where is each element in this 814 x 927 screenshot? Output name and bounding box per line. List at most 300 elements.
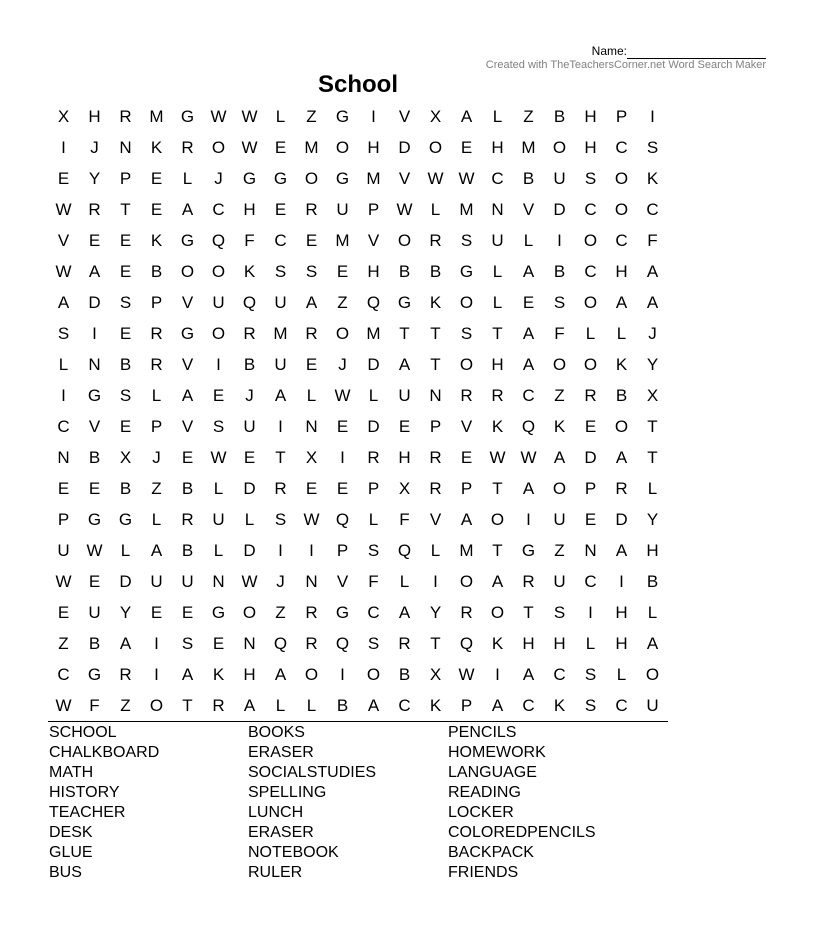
grid-letter: E [305, 354, 318, 374]
grid-letter: Y [119, 602, 132, 622]
grid-letter: R [305, 602, 318, 622]
grid-letter: N [243, 633, 256, 653]
grid-letter: L [585, 633, 596, 653]
grid-letter: G [211, 602, 226, 622]
word-list [49, 723, 648, 883]
word-list-item: ERASER [248, 744, 314, 761]
word-list-item: RULER [248, 864, 303, 881]
word-list-item: SPELLING [248, 784, 327, 801]
grid-letter: C [57, 664, 70, 684]
word-list-item: BUS [49, 864, 82, 881]
grid-letter: U [57, 540, 70, 560]
grid-letter: L [120, 540, 131, 560]
grid-letter: R [243, 323, 256, 343]
grid-letter: L [275, 106, 286, 126]
grid-letter: C [522, 385, 535, 405]
grid-letter: M [335, 230, 350, 250]
grid-letter: E [336, 261, 349, 281]
grid-letter: O [583, 292, 598, 312]
grid-letter: L [213, 478, 224, 498]
grid-letter: Q [335, 509, 350, 529]
grid-letter: Q [211, 230, 226, 250]
grid-letter: P [367, 199, 380, 219]
grid-letter: X [429, 106, 442, 126]
grid-letter: S [274, 509, 287, 529]
grid-letter: L [182, 168, 193, 188]
grid-letter: L [151, 385, 162, 405]
grid-letter: E [181, 602, 194, 622]
grid-letter: Q [366, 292, 381, 312]
grid-letter: N [305, 571, 318, 591]
grid-letter: B [88, 633, 101, 653]
grid-letter: E [460, 137, 473, 157]
grid-letter: G [397, 292, 412, 312]
grid-letter: E [119, 261, 132, 281]
grid-letter: E [522, 292, 535, 312]
grid-letter: K [491, 416, 504, 436]
grid-letter: C [367, 602, 380, 622]
grid-letter: W [55, 199, 72, 219]
grid-letter: I [216, 354, 221, 374]
word-list-item: BACKPACK [448, 844, 534, 861]
letter-grid [48, 101, 668, 721]
grid-letter: K [429, 292, 442, 312]
grid-letter: D [553, 199, 566, 219]
grid-letter: B [150, 261, 163, 281]
grid-letter: M [459, 540, 474, 560]
grid-letter: X [429, 664, 442, 684]
grid-letter: S [181, 633, 194, 653]
grid-letter: F [647, 230, 658, 250]
grid-letter: U [150, 571, 163, 591]
grid-letter: P [460, 478, 473, 498]
divider [48, 721, 668, 722]
word-list-item: DESK [49, 824, 93, 841]
grid-letter: I [61, 137, 66, 157]
word-list-item: GLUE [49, 844, 93, 861]
grid-letter: S [274, 261, 287, 281]
grid-letter: R [460, 385, 473, 405]
grid-letter: O [335, 137, 350, 157]
grid-letter: B [553, 261, 566, 281]
grid-letter: X [305, 447, 318, 467]
grid-letter: V [398, 106, 411, 126]
grid-letter: G [335, 106, 350, 126]
grid-letter: O [211, 137, 226, 157]
grid-letter: A [522, 664, 535, 684]
grid-letter: T [120, 199, 131, 219]
grid-letter: R [150, 323, 163, 343]
grid-letter: A [615, 540, 628, 560]
grid-letter: L [430, 199, 441, 219]
grid-letter: O [211, 261, 226, 281]
grid-letter: N [88, 354, 101, 374]
grid-letter: A [491, 571, 504, 591]
grid-letter: E [212, 385, 225, 405]
grid-letter: O [490, 509, 505, 529]
grid-letter: A [398, 354, 411, 374]
grid-letter: L [616, 664, 627, 684]
grid-letter: E [88, 230, 101, 250]
grid-letter: V [181, 292, 194, 312]
grid-letter: P [429, 416, 442, 436]
grid-letter: M [366, 323, 381, 343]
grid-letter: Q [459, 633, 474, 653]
grid-letter: A [460, 509, 473, 529]
grid-letter: G [180, 323, 195, 343]
grid-letter: W [458, 664, 475, 684]
grid-letter: L [523, 230, 534, 250]
grid-letter: M [304, 137, 319, 157]
grid-letter: R [584, 385, 597, 405]
grid-letter: F [89, 695, 100, 715]
word-list-item: CHALKBOARD [49, 744, 160, 761]
grid-letter: S [367, 540, 380, 560]
grid-letter: K [553, 416, 566, 436]
grid-letter: L [58, 354, 69, 374]
grid-letter: I [495, 664, 500, 684]
grid-letter: D [367, 416, 380, 436]
grid-letter: L [647, 602, 658, 622]
grid-letter: T [492, 540, 503, 560]
grid-letter: H [367, 261, 380, 281]
word-list-item: LOCKER [448, 804, 514, 821]
grid-letter: R [305, 199, 318, 219]
grid-letter: R [398, 633, 411, 653]
grid-letter: G [273, 168, 288, 188]
grid-letter: B [336, 695, 349, 715]
grid-letter: D [88, 292, 101, 312]
grid-letter: P [57, 509, 70, 529]
grid-letter: L [213, 540, 224, 560]
grid-letter: S [119, 292, 132, 312]
grid-letter: J [214, 168, 223, 188]
grid-letter: H [584, 106, 597, 126]
grid-letter: Z [306, 106, 317, 126]
grid-letter: E [119, 230, 132, 250]
grid-letter: W [55, 695, 72, 715]
word-list-item: LANGUAGE [448, 764, 537, 781]
grid-letter: M [273, 323, 288, 343]
grid-letter: G [87, 664, 102, 684]
grid-letter: A [646, 292, 659, 312]
grid-letter: I [588, 602, 593, 622]
word-list-item: ERASER [248, 824, 314, 841]
grid-letter: W [396, 199, 413, 219]
grid-letter: E [584, 509, 597, 529]
grid-letter: V [181, 416, 194, 436]
grid-letter: W [427, 168, 444, 188]
grid-letter: H [522, 633, 535, 653]
grid-letter: E [398, 416, 411, 436]
grid-letter: G [335, 602, 350, 622]
grid-letter: I [371, 106, 376, 126]
grid-letter: H [615, 602, 628, 622]
grid-letter: C [615, 695, 628, 715]
grid-letter: A [460, 106, 473, 126]
grid-letter: V [522, 199, 535, 219]
grid-letter: N [584, 540, 597, 560]
grid-letter: I [340, 664, 345, 684]
grid-letter: S [119, 385, 132, 405]
grid-letter: S [212, 416, 225, 436]
grid-letter: W [489, 447, 506, 467]
grid-letter: A [522, 261, 535, 281]
grid-letter: K [553, 695, 566, 715]
grid-letter: R [150, 354, 163, 374]
grid-letter: T [430, 323, 441, 343]
grid-letter: N [119, 137, 132, 157]
grid-letter: R [460, 602, 473, 622]
grid-letter: C [584, 261, 597, 281]
grid-letter: K [243, 261, 256, 281]
grid-letter: U [274, 292, 287, 312]
grid-letter: U [398, 385, 411, 405]
page-title: School [317, 71, 398, 98]
grid-letter: V [336, 571, 349, 591]
grid-letter: B [119, 478, 132, 498]
grid-letter: G [180, 106, 195, 126]
grid-letter: R [181, 137, 194, 157]
grid-letter: Y [646, 354, 659, 374]
grid-letter: E [243, 447, 256, 467]
grid-letter: B [181, 540, 194, 560]
grid-letter: X [119, 447, 132, 467]
grid-letter: O [614, 199, 629, 219]
grid-letter: Z [554, 540, 565, 560]
grid-letter: W [210, 447, 227, 467]
grid-letter: H [615, 261, 628, 281]
grid-letter: S [584, 168, 597, 188]
grid-letter: P [584, 478, 597, 498]
grid-letter: G [87, 385, 102, 405]
grid-letter: R [88, 199, 101, 219]
grid-letter: P [150, 292, 163, 312]
word-list-item: FRIENDS [448, 864, 519, 881]
grid-letter: V [88, 416, 101, 436]
grid-letter: E [274, 137, 287, 157]
grid-letter: U [243, 416, 256, 436]
grid-letter: D [119, 571, 132, 591]
grid-letter: E [57, 478, 70, 498]
grid-letter: A [398, 602, 411, 622]
grid-letter: A [243, 695, 256, 715]
word-list-item: PENCILS [448, 724, 517, 741]
grid-letter: Z [58, 633, 69, 653]
grid-letter: G [459, 261, 474, 281]
grid-letter: R [429, 230, 442, 250]
word-list-item: COLOREDPENCILS [448, 824, 596, 841]
grid-letter: C [522, 695, 535, 715]
grid-letter: E [212, 633, 225, 653]
grid-letter: H [398, 447, 411, 467]
grid-letter: L [275, 695, 286, 715]
grid-letter: E [57, 602, 70, 622]
grid-letter: G [335, 168, 350, 188]
grid-letter: N [429, 385, 442, 405]
grid-letter: L [492, 292, 503, 312]
grid-letter: B [88, 447, 101, 467]
grid-letter: E [274, 199, 287, 219]
grid-letter: O [304, 664, 319, 684]
word-list-item: TEACHER [49, 804, 126, 821]
grid-letter: H [553, 633, 566, 653]
grid-letter: L [244, 509, 255, 529]
grid-letter: J [648, 323, 657, 343]
grid-letter: B [119, 354, 132, 374]
grid-letter: R [429, 478, 442, 498]
grid-letter: S [305, 261, 318, 281]
grid-letter: O [459, 354, 474, 374]
grid-letter: T [182, 695, 193, 715]
grid-letter: E [150, 602, 163, 622]
grid-letter: W [241, 137, 258, 157]
grid-letter: I [340, 447, 345, 467]
grid-letter: P [460, 695, 473, 715]
grid-letter: K [150, 230, 163, 250]
grid-letter: O [552, 137, 567, 157]
grid-letter: R [522, 571, 535, 591]
grid-letter: E [150, 168, 163, 188]
grid-letter: W [334, 385, 351, 405]
grid-letter: B [615, 385, 628, 405]
grid-letter: U [212, 509, 225, 529]
credit-text: Created with TheTeachersCorner.net Word Search Maker [485, 59, 766, 71]
grid-letter: U [274, 354, 287, 374]
grid-letter: R [181, 509, 194, 529]
grid-letter: E [88, 571, 101, 591]
grid-letter: S [553, 292, 566, 312]
grid-letter: E [336, 478, 349, 498]
grid-letter: R [274, 478, 287, 498]
grid-letter: J [276, 571, 285, 591]
grid-letter: D [367, 354, 380, 374]
grid-letter: A [119, 633, 132, 653]
grid-letter: S [460, 230, 473, 250]
grid-letter: T [492, 478, 503, 498]
grid-letter: O [459, 292, 474, 312]
grid-letter: A [615, 447, 628, 467]
grid-letter: O [583, 230, 598, 250]
grid-letter: L [492, 106, 503, 126]
grid-letter: U [553, 168, 566, 188]
grid-letter: G [521, 540, 536, 560]
grid-letter: L [151, 509, 162, 529]
grid-letter: R [367, 447, 380, 467]
grid-letter: C [398, 695, 411, 715]
grid-letter: O [459, 571, 474, 591]
grid-letter: E [57, 168, 70, 188]
grid-letter: V [181, 354, 194, 374]
grid-letter: T [492, 323, 503, 343]
grid-letter: Q [335, 633, 350, 653]
grid-letter: B [522, 168, 535, 188]
grid-letter: L [492, 261, 503, 281]
grid-letter: I [433, 571, 438, 591]
grid-letter: F [244, 230, 255, 250]
grid-letter: R [305, 323, 318, 343]
grid-letter: G [180, 230, 195, 250]
grid-letter: M [366, 168, 381, 188]
grid-letter: E [336, 416, 349, 436]
grid-letter: Q [397, 540, 412, 560]
grid-letter: Q [521, 416, 536, 436]
grid-letter: U [553, 509, 566, 529]
grid-letter: O [366, 664, 381, 684]
grid-letter: U [646, 695, 659, 715]
grid-letter: V [429, 509, 442, 529]
grid-letter: O [180, 261, 195, 281]
grid-letter: R [212, 695, 225, 715]
grid-letter: T [647, 447, 658, 467]
grid-letter: C [584, 571, 597, 591]
grid-letter: J [338, 354, 347, 374]
grid-letter: E [119, 416, 132, 436]
word-list-item: READING [448, 784, 521, 801]
grid-letter: E [119, 323, 132, 343]
grid-letter: K [615, 354, 628, 374]
grid-letter: O [397, 230, 412, 250]
grid-letter: L [647, 478, 658, 498]
grid-letter: O [428, 137, 443, 157]
grid-letter: O [304, 168, 319, 188]
grid-letter: E [88, 478, 101, 498]
grid-letter: X [646, 385, 659, 405]
grid-letter: L [306, 695, 317, 715]
grid-letter: V [398, 168, 411, 188]
grid-letter: X [57, 106, 70, 126]
grid-letter: A [615, 292, 628, 312]
grid-letter: P [336, 540, 349, 560]
word-list-item: BOOKS [248, 724, 305, 741]
grid-letter: Q [273, 633, 288, 653]
grid-letter: A [522, 478, 535, 498]
name-line [560, 44, 766, 59]
grid-letter: D [615, 509, 628, 529]
grid-letter: N [491, 199, 504, 219]
grid-letter: O [211, 323, 226, 343]
grid-letter: U [553, 571, 566, 591]
grid-letter: A [181, 199, 194, 219]
grid-letter: E [460, 447, 473, 467]
grid-letter: Y [429, 602, 442, 622]
grid-letter: L [585, 323, 596, 343]
grid-letter: Z [275, 602, 286, 622]
grid-letter: O [614, 416, 629, 436]
word-list-item: SCHOOL [49, 724, 117, 741]
grid-letter: S [584, 664, 597, 684]
word-list-item: SOCIALSTUDIES [248, 764, 377, 781]
grid-letter: Y [646, 509, 659, 529]
grid-letter: C [491, 168, 504, 188]
grid-letter: L [430, 540, 441, 560]
grid-letter: R [119, 106, 132, 126]
grid-letter: I [154, 664, 159, 684]
grid-letter: A [274, 664, 287, 684]
grid-letter: I [154, 633, 159, 653]
grid-letter: E [150, 199, 163, 219]
grid-letter: F [554, 323, 565, 343]
grid-letter: C [615, 137, 628, 157]
grid-letter: T [430, 354, 441, 374]
grid-letter: R [429, 447, 442, 467]
grid-letter: Z [523, 106, 534, 126]
grid-letter: W [210, 106, 227, 126]
grid-letter: H [243, 199, 256, 219]
word-list-item: LUNCH [248, 804, 304, 821]
grid-letter: A [646, 633, 659, 653]
grid-letter: G [242, 168, 257, 188]
